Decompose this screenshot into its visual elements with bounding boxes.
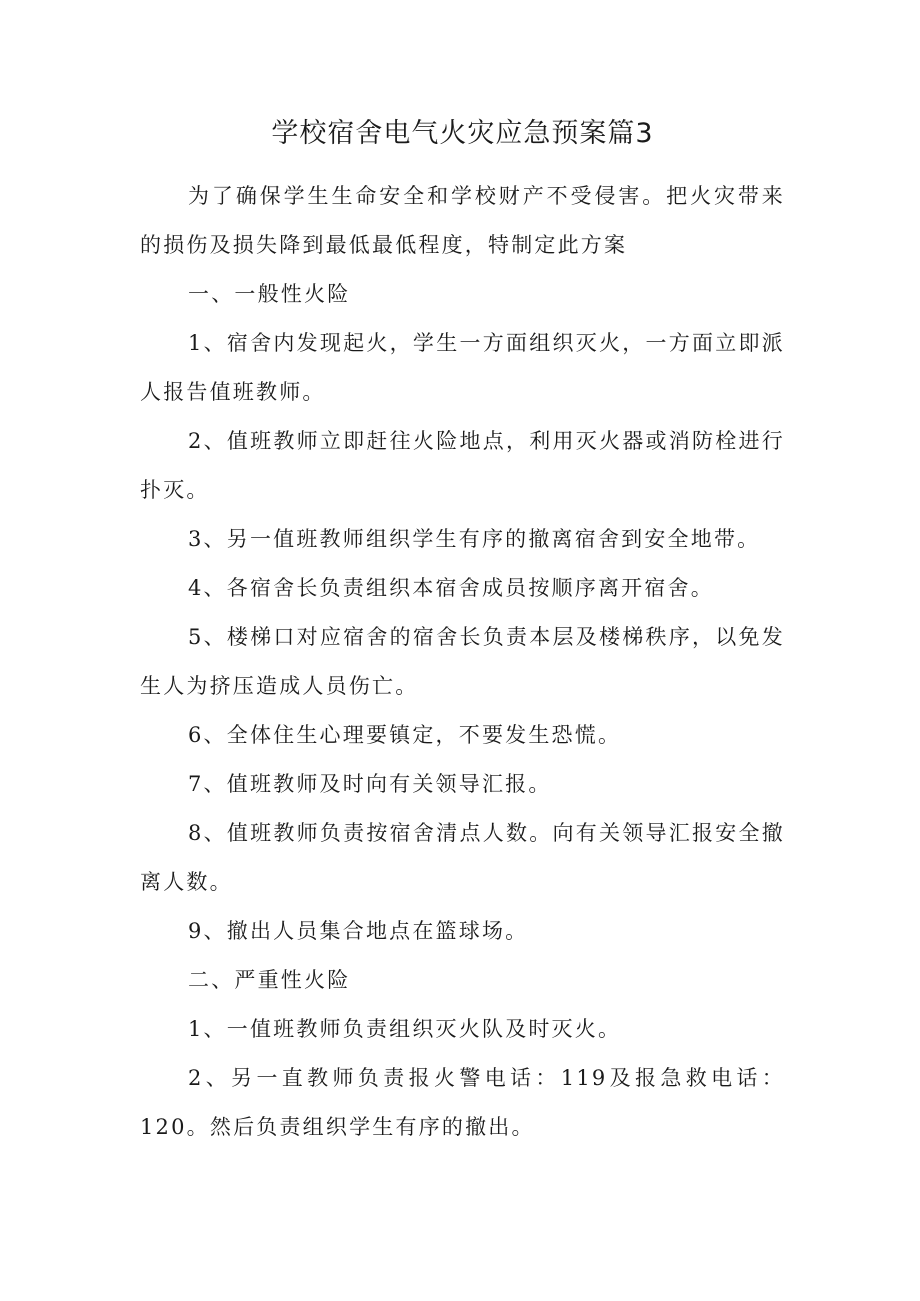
paragraph-general-6: 6、全体住生心理要镇定，不要发生恐慌。 xyxy=(188,723,622,747)
paragraph-general-4: 4、各宿舍长负责组织本宿舍成员按顺序离开宿舍。 xyxy=(188,576,714,600)
paragraph-serious-1: 1、一值班教师负责组织灭火队及时灭火。 xyxy=(188,1017,622,1041)
paragraph-general-9: 9、撤出人员集合地点在篮球场。 xyxy=(188,919,529,943)
paragraph-general-7: 7、值班教师及时向有关领导汇报。 xyxy=(188,772,552,796)
document-title: 学校宿舍电气火灾应急预案篇3 xyxy=(271,118,654,149)
paragraph-intro: 为了确保学生生命安全和学校财产不受侵害。把火灾带来的损伤及损失降到最低最低程度，特制定此方案 xyxy=(140,184,785,257)
paragraph-general-2: 2、值班教师立即赶往火险地点，利用灭火器或消防栓进行扑灭。 xyxy=(140,429,785,502)
paragraph-general-5: 5、楼梯口对应宿舍的宿舍长负责本层及楼梯秩序，以免发生人为挤压造成人员伤亡。 xyxy=(140,625,785,698)
paragraph-general-1: 1、宿舍内发现起火，学生一方面组织灭火，一方面立即派人报告值班教师。 xyxy=(140,331,785,404)
section-heading-serious-fire: 二、严重性火险 xyxy=(188,968,351,992)
document-body xyxy=(140,172,785,1152)
paragraph-general-3: 3、另一值班教师组织学生有序的撤离宿舍到安全地带。 xyxy=(188,527,761,551)
paragraph-serious-2: 2、另一直教师负责报火警电话：119及报急救电话：120。然后负责组织学生有序的撤出。 xyxy=(140,1066,785,1139)
paragraph-general-8: 8、值班教师负责按宿舍清点人数。向有关领导汇报安全撤离人数。 xyxy=(140,821,785,894)
section-heading-general-fire: 一、一般性火险 xyxy=(188,282,351,306)
